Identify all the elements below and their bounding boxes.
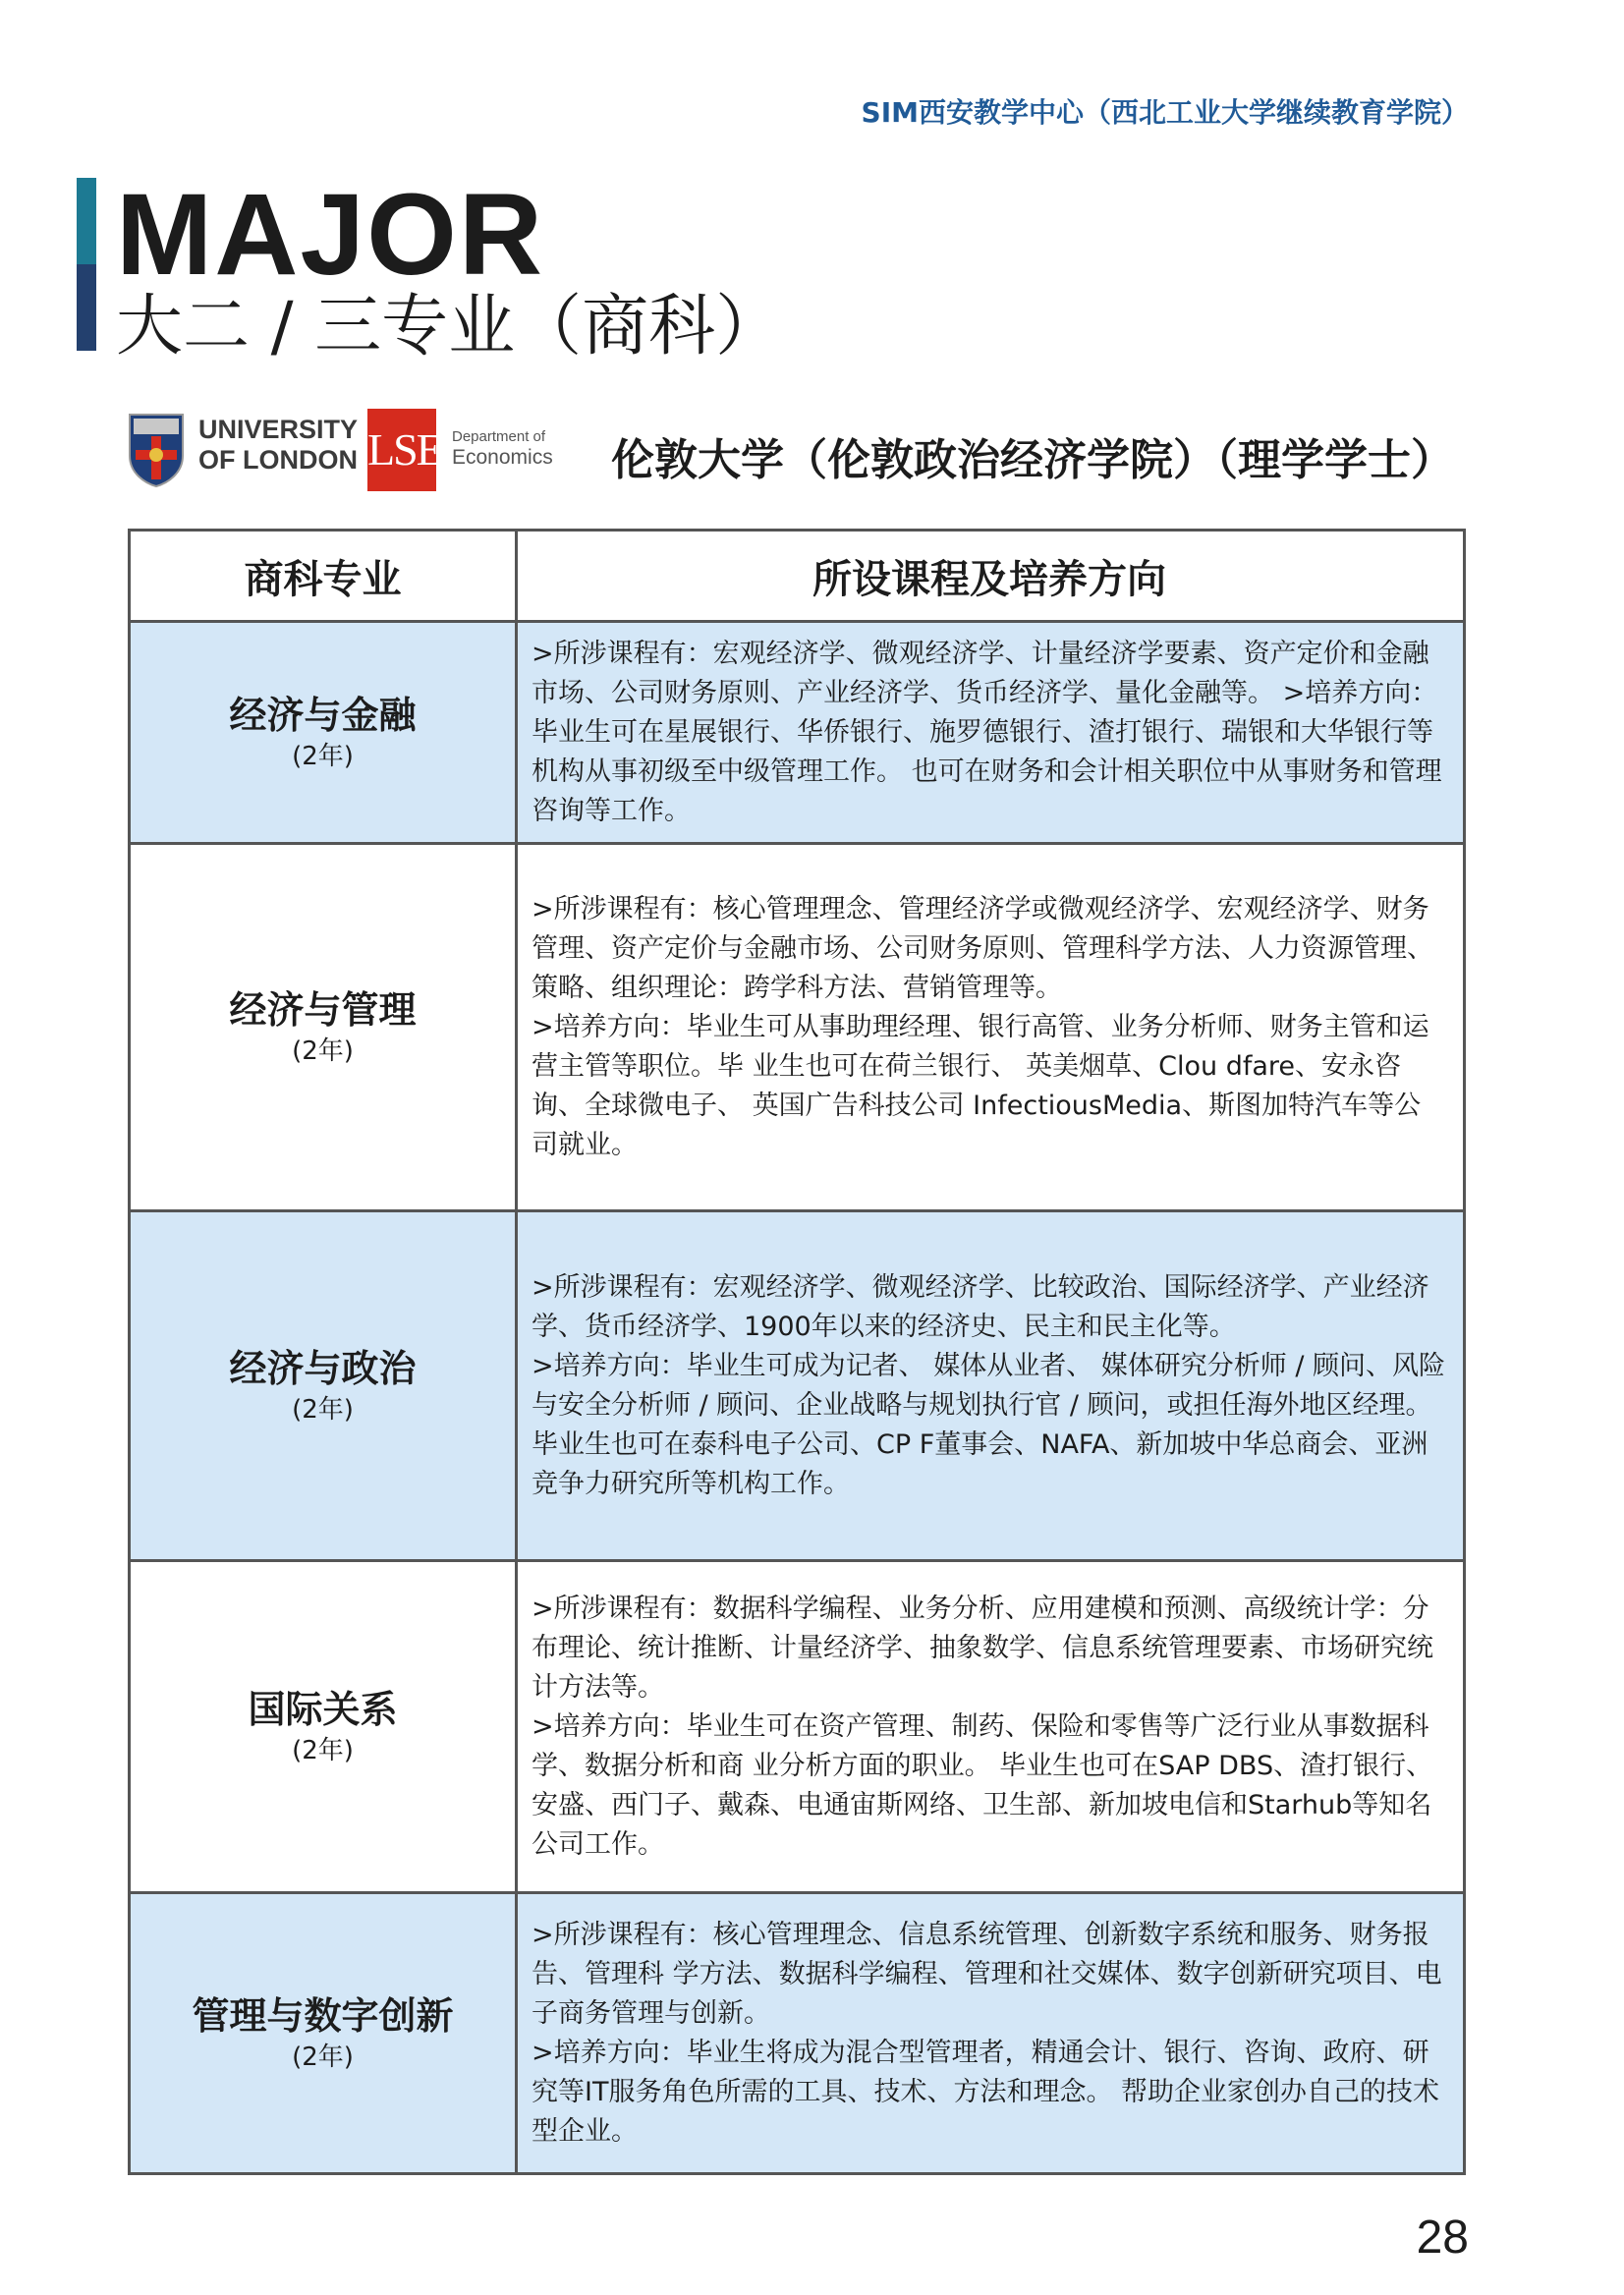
university-title: 伦敦大学（伦敦政治经济学院）（理学学士） xyxy=(611,435,1454,485)
courses-paragraph: >所涉课程有：核心管理理念、信息系统管理、创新数字系统和服务、财务报告、管理科 学方法、数据科学编程、管理和社交媒体、数字创新研究项目、电子商务管理与创新。 xyxy=(532,1919,1442,2029)
table-row xyxy=(131,1559,1463,1891)
major-name: 经济与管理 xyxy=(229,987,417,1032)
header-cell-courses xyxy=(518,532,1463,620)
major-name: 经济与金融 xyxy=(229,693,417,737)
major-cell xyxy=(131,845,518,1209)
courses-cell xyxy=(518,1562,1463,1891)
courses-cell xyxy=(518,623,1463,842)
courses-cell xyxy=(518,1212,1463,1559)
university-of-london-logo-text xyxy=(198,415,358,476)
major-cell xyxy=(131,1562,518,1891)
header-organization: SIM西安教学中心（西北工业大学继续教育学院） xyxy=(861,96,1469,129)
major-duration: (2年) xyxy=(292,741,354,771)
majors-table xyxy=(128,529,1466,2175)
major-duration: (2年) xyxy=(292,2042,354,2072)
major-name: 管理与数字创新 xyxy=(192,1993,454,2038)
table-row xyxy=(131,1891,1463,2172)
major-name: 国际关系 xyxy=(248,1687,398,1731)
university-of-london-crest-icon xyxy=(128,413,185,487)
courses-cell xyxy=(518,1894,1463,2172)
major-name: 经济与政治 xyxy=(229,1346,417,1390)
major-duration: (2年) xyxy=(292,1036,354,1066)
page-subtitle: 大二 / 三专业（商科） xyxy=(116,288,783,365)
header-courses-label: 所设课程及培养方向 xyxy=(812,556,1166,602)
uol-line2: OF LONDON xyxy=(198,445,358,475)
career-paragraph: >培养方向：毕业生可成为记者、 媒体从业者、 媒体研究分析师 / 顾问、风险与安全分析师 / 顾问、企业战略与规划执行官 / 顾问，或担任海外地区经理。 毕业生也可在泰科电子公司、CP F董事会、NAFA、新加坡中华总商会、亚洲竞争力研究所等机构工作。 xyxy=(532,1350,1446,1499)
career-paragraph: >培养方向：毕业生可从事助理经理、银行高管、业务分析师、财务主管和运营主管等职位。毕 业生也可在荷兰银行、 英美烟草、Clou dfare、安永咨询、全球微电子、 英国广告科技公司 InfectiousMedia、斯图加特汽车等公司就业。 xyxy=(532,1011,1429,1160)
page-title: MAJOR xyxy=(116,170,545,300)
accent-bar xyxy=(77,178,96,351)
major-cell xyxy=(131,1894,518,2172)
career-paragraph: >培养方向：毕业生可在资产管理、制药、保险和零售等广泛行业从事数据科学、数据分析和商 业分析方面的职业。 毕业生也可在SAP DBS、渣打银行、安盛、西门子、戴森、电通宙斯网络、卫生部、新加坡电信和Starhub等知名公司工作。 xyxy=(532,1710,1433,1860)
major-duration: (2年) xyxy=(292,1735,354,1765)
uol-line1: UNIVERSITY xyxy=(198,415,359,444)
lse-logo: LSE xyxy=(367,409,436,491)
major-cell xyxy=(131,623,518,842)
courses-paragraph: >所涉课程有：数据科学编程、业务分析、应用建模和预测、高级统计学：分布理论、统计推断、计量经济学、抽象数学、信息系统管理要素、市场研究统计方法等。 xyxy=(532,1593,1433,1703)
courses-paragraph: >所涉课程有：宏观经济学、微观经济学、计量经济学要素、资产定价和金融市场、公司财务原则、产业经济学、货币经济学、量化金融等。 >培养方向：毕业生可在星展银行、华侨银行、施罗德银行、渣打银行、瑞银和大华银行等机构从事初级至中级管理工作。 也可在财务和会计相关职位中从事财务和管理咨询等工作。 xyxy=(532,638,1442,826)
career-paragraph: >培养方向：毕业生将成为混合型管理者，精通会计、银行、咨询、政府、研究等IT服务角色所需的工具、技术、方法和理念。 帮助企业家创办自己的技术型企业。 xyxy=(532,2037,1440,2147)
major-duration: (2年) xyxy=(292,1394,354,1425)
table-row xyxy=(131,842,1463,1209)
major-cell xyxy=(131,1212,518,1559)
header-cell-major xyxy=(131,532,518,620)
courses-paragraph: >所涉课程有：宏观经济学、微观经济学、比较政治、国际经济学、产业经济学、货币经济学、1900年以来的经济史、民主和民主化等。 xyxy=(532,1271,1429,1342)
header-major-label: 商科专业 xyxy=(244,556,402,602)
lse-department-text xyxy=(452,428,553,470)
courses-cell xyxy=(518,845,1463,1209)
page-number: 28 xyxy=(1416,2211,1469,2264)
table-row xyxy=(131,620,1463,842)
table-header-row xyxy=(131,532,1463,620)
dept-line1: Department of xyxy=(452,428,546,445)
dept-line2: Economics xyxy=(452,446,553,469)
courses-paragraph: >所涉课程有：核心管理理念、管理经济学或微观经济学、宏观经济学、财务管理、资产定价与金融市场、公司财务原则、管理科学方法、人力资源管理、策略、组织理论：跨学科方法、营销管理等。 xyxy=(532,893,1433,1003)
table-row xyxy=(131,1209,1463,1559)
